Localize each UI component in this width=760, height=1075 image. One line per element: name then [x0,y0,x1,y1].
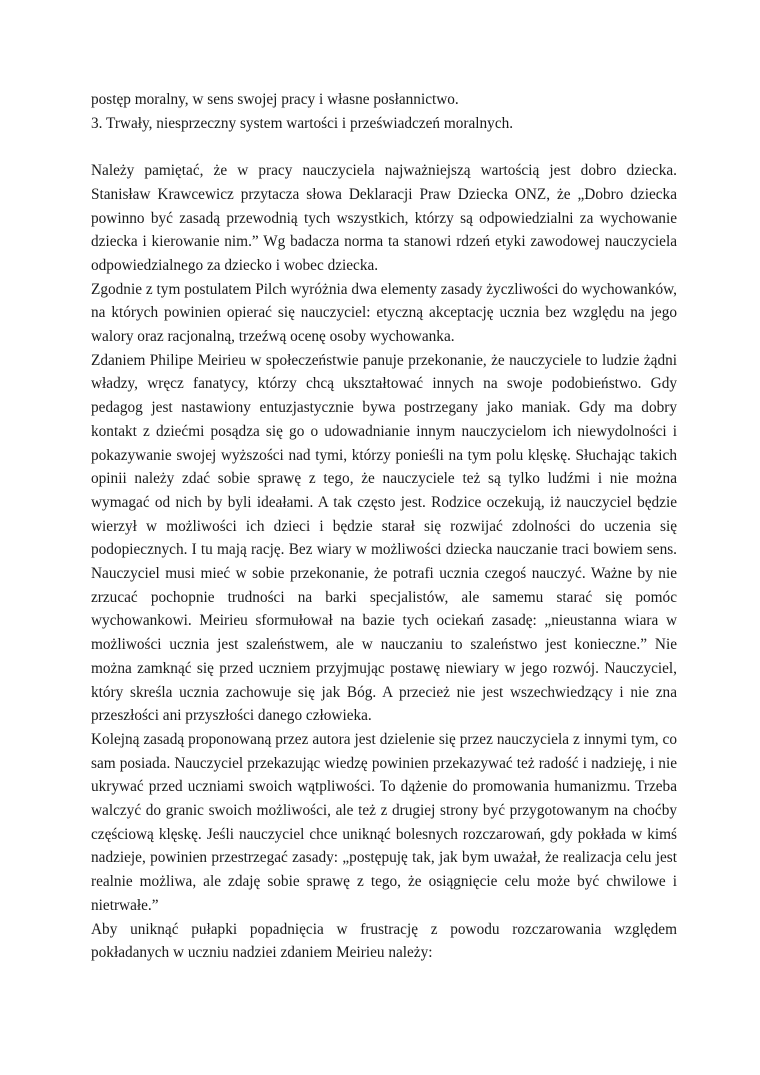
paragraph-sharing-principle: Kolejną zasadą proponowaną przez autora jest dzielenie się przez nauczyciela z innymi tym, co sam posiada. Nauczyciel przekazując wiedzę powinien przekazywać też radość i nadzieję, i nie ukrywać przed uczniami swoich wątpliwości. To dążenie do promowania humanizmu. Trzeba walczyć do granic swoich możliwości, ale też z drugiej strony być przygotowanym na choćby częściową klęskę. Jeśli nauczyciel chce uniknąć bolesnych rozczarowań, gdy pokłada w kimś nadzieje, powinien przestrzegać zasady: „postępuję tak, jak bym uważał, że realizacja celu jest realnie możliwa, ale zdaję sobie sprawę z tego, że osiągnięcie celu może być chwilowe i nietrwałe.” [91,730,677,914]
paragraph-continuation: postęp moralny, w sens swojej pracy i własne posłannictwo. [91,91,459,108]
document-body [91,88,677,965]
paragraph-pilch-kindness: Zgodnie z tym postulatem Pilch wyróżnia dwa elementy zasady życzliwości do wychowanków, na których powinien opierać się nauczyciel: etyczną akceptację ucznia bez względu na jego walory oraz racjonalną, trzeźwą ocenę osoby wychowanka. [91,280,677,346]
paragraph-meirieu-belief: Zdaniem Philipe Meirieu w społeczeństwie panuje przekonanie, że nauczyciele to ludzie żądni władzy, wręcz fanatycy, którzy chcą ukształtować innych na swoje podobieństwo. Gdy pedagog jest nastawiony entuzjastycznie bywa postrzegany jako maniak. Gdy ma dobry kontakt z dziećmi posądza się go o udowadnianie innym nauczycielom ich niewydolności i pokazywanie swojej wyższości nad tymi, którzy ponieśli na tym polu klęskę. Słuchając takich opinii należy zdać sobie sprawę z tego, że nauczyciele też są tylko ludźmi i nie można wymagać od nich by byli ideałami. A tak często jest. Rodzice oczekują, iż nauczyciel będzie wierzył w możliwości ich dzieci i będzie starał się rozwijać zdolności do uczenia się podopiecznych. I tu mają rację. Bez wiary w możliwości dziecka nauczanie traci bowiem sens. Nauczyciel musi mieć w sobie przekonanie, że potrafi ucznia czegoś nauczyć. Ważne by nie zrzucać pochopnie trudności na barki specjalistów, ale samemu starać się pomóc wychowankowi. Meirieu sformułował na bazie tych ociekań zasadę: „nieustanna wiara w możliwości ucznia jest szaleństwem, ale w nauczaniu to szaleństwo jest konieczne.” Nie można zamknąć się przed uczniem przyjmując postawę niewiary w jego rozwój. Nauczyciel, który skreśla ucznia zachowuje się jak Bóg. A przecież nie jest wszechwiedzący i nie zna przeszłości ani przyszłości danego człowieka. [91,351,677,725]
blank-line [91,135,677,159]
paragraph-list-item-3: 3. Trwały, niesprzeczny system wartości i przeświadczeń moralnych. [91,114,514,132]
paragraph-frustration-intro: Aby uniknąć pułapki popadnięcia w frustrację z powodu rozczarowania względem pokładanych w uczniu nadziei zdaniem Meirieu należy: [91,920,677,962]
paragraph-child-welfare: Należy pamiętać, że w pracy nauczyciela najważniejszą wartością jest dobro dziecka. Stanisław Krawcewicz przytacza słowa Deklaracji Praw Dziecka ONZ, że „Dobro dziecka powinno być zasadą przewodnią tych wszystkich, którzy są odpowiedzialni za wychowanie dziecka i kierowanie nim.” Wg badacza norma ta stanowi rdzeń etyki zawodowej nauczyciela odpowiedzialnego za dziecko i wobec dziecka. [91,162,677,274]
